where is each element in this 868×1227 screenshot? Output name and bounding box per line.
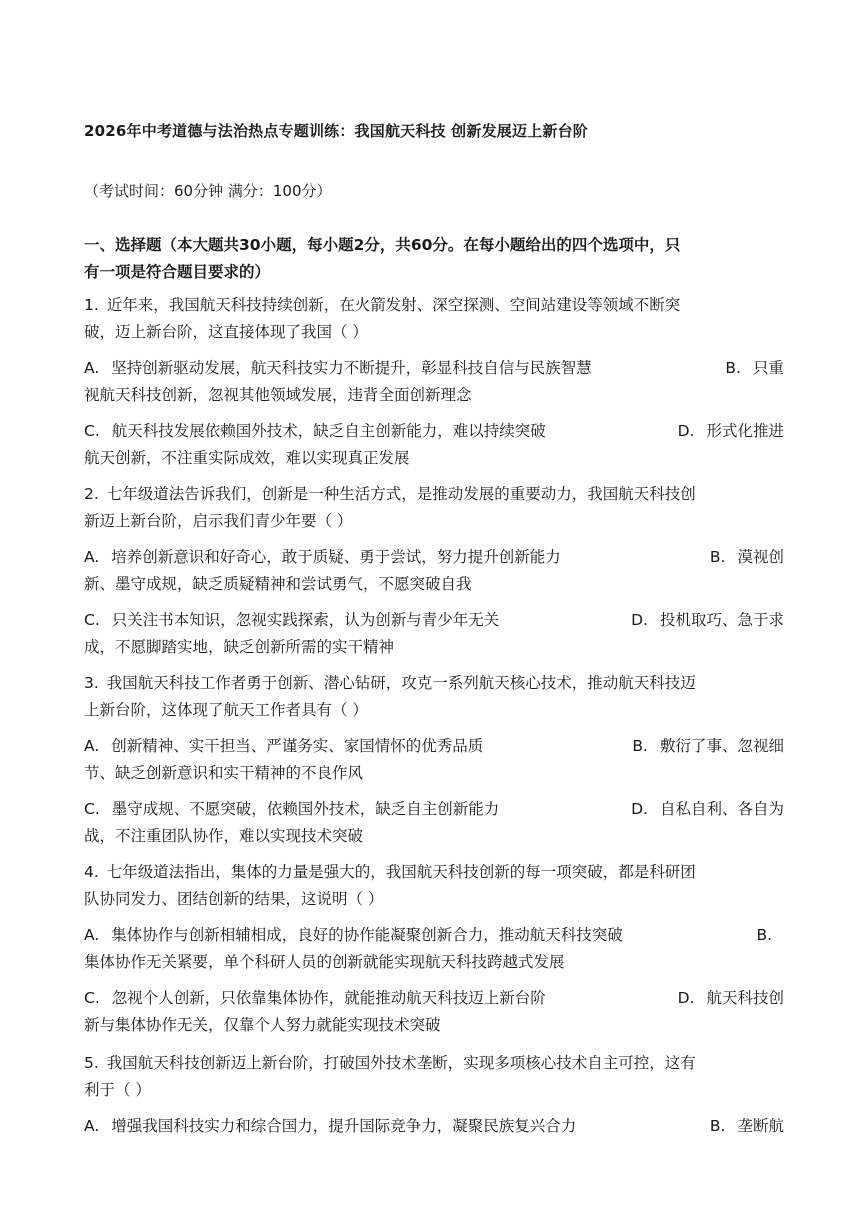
question-number: 5. (84, 1054, 99, 1072)
option-text: 培养创新意识和好奇心，敢于质疑、勇于尝试，努力提升创新能力 (111, 548, 561, 566)
option-text: 垄断航 (737, 1117, 784, 1135)
option-label: B. (725, 359, 741, 377)
option-text: 航天科技发展依赖国外技术，缺乏自主创新能力，难以持续突破 (111, 422, 546, 440)
option-text: 坚持创新驱动发展，航天科技实力不断提升，彰显科技自信与民族智慧 (111, 359, 592, 377)
option-row (84, 418, 784, 472)
option-label: D. (631, 800, 648, 818)
exam-info: （考试时间：60分钟 满分：100分） (84, 182, 332, 200)
option-text: 集体协作无关紧要，单个科研人员的创新就能实现航天科技跨越式发展 (84, 953, 565, 971)
question-stem (84, 859, 784, 913)
option-label: C. (84, 800, 100, 818)
option-label: B. (709, 548, 726, 566)
question-number: 1. (84, 296, 99, 314)
option-label: D. (631, 611, 648, 629)
option-label: A. (84, 359, 100, 377)
option-text: 航天创新，不注重实际成效，难以实现真正发展 (84, 449, 410, 467)
option-label: C. (84, 989, 100, 1007)
option-label: A. (84, 926, 100, 944)
section-heading (84, 232, 784, 286)
option-row (84, 796, 784, 850)
option-text: 形式化推进 (706, 422, 784, 440)
question-text: 七年级道法告诉我们，创新是一种生活方式，是推动发展的重要动力，我国航天科技创 (106, 485, 696, 503)
question-stem (84, 670, 784, 724)
option-label: B. (756, 926, 772, 944)
question-text: 队协同发力、团结创新的结果，这说明（ ） (84, 890, 384, 908)
option-label: A. (84, 737, 100, 755)
option-label: D. (677, 989, 695, 1007)
document-title: 2026年中考道德与法治热点专题训练：我国航天科技 创新发展迈上新台阶 (84, 122, 588, 140)
option-row (84, 607, 784, 661)
option-text: 集体协作与创新相辅相成，良好的协作能凝聚创新合力，推动航天科技突破 (111, 926, 623, 944)
option-row (84, 1113, 784, 1140)
option-label: B. (709, 1117, 726, 1135)
question-text: 我国航天科技工作者勇于创新、潜心钻研，攻克一系列航天核心技术，推动航天科技迈 (106, 674, 696, 692)
option-label: A. (84, 548, 100, 566)
option-text: 只关注书本知识，忽视实践探索，认为创新与青少年无关 (111, 611, 500, 629)
option-text: 视航天科技创新，忽视其他领域发展，违背全面创新理念 (84, 386, 472, 404)
option-row (84, 922, 784, 976)
question-text: 七年级道法指出，集体的力量是强大的，我国航天科技创新的每一项突破，都是科研团 (106, 863, 696, 881)
option-label: C. (84, 422, 100, 440)
option-text: 新、墨守成规，缺乏质疑精神和尝试勇气，不愿突破自我 (84, 575, 472, 593)
question-number: 2. (84, 485, 99, 503)
question-text: 新迈上新台阶，启示我们青少年要（ ） (84, 512, 353, 530)
option-text: 自私自利、各自为 (659, 800, 784, 818)
option-text: 敷衍了事、忽视细 (659, 737, 784, 755)
option-text: 战，不注重团队协作，难以实现技术突破 (84, 827, 364, 845)
question-text: 我国航天科技创新迈上新台阶，打破国外技术垄断，实现多项核心技术自主可控，这有 (106, 1054, 696, 1072)
option-label: A. (84, 1117, 100, 1135)
question-text: 上新台阶，这体现了航天工作者具有（ ） (84, 701, 368, 719)
option-text: 节、缺乏创新意识和实干精神的不良作风 (84, 764, 364, 782)
option-row (84, 355, 784, 409)
option-label: C. (84, 611, 100, 629)
question-text: 破，迈上新台阶，这直接体现了我国（ ） (84, 323, 368, 341)
option-row (84, 733, 784, 787)
option-text: 航天科技创 (706, 989, 784, 1007)
section-heading-line: 一、选择题（本大题共30小题，每小题2分，共60分。在每小题给出的四个选项中，只 (84, 236, 681, 254)
option-text: 墨守成规、不愿突破，依赖国外技术，缺乏自主创新能力 (111, 800, 500, 818)
option-text: 新与集体协作无关，仅靠个人努力就能实现技术突破 (84, 1016, 441, 1034)
option-label: B. (632, 737, 648, 755)
option-text: 创新精神、实干担当、严谨务实、家国情怀的优秀品质 (111, 737, 484, 755)
option-text: 投机取巧、急于求 (659, 611, 784, 629)
option-text: 漠视创 (737, 548, 784, 566)
option-label: D. (677, 422, 695, 440)
question-text: 近年来，我国航天科技持续创新，在火箭发射、深空探测、空间站建设等领域不断突 (106, 296, 681, 314)
question-number: 4. (84, 863, 99, 881)
question-text: 利于（ ） (84, 1081, 151, 1099)
option-text: 只重 (752, 359, 784, 377)
question-number: 3. (84, 674, 99, 692)
option-text: 成，不愿脚踏实地，缺乏创新所需的实干精神 (84, 638, 395, 656)
option-text: 增强我国科技实力和综合国力，提升国际竞争力，凝聚民族复兴合力 (111, 1117, 577, 1135)
question-stem (84, 1050, 784, 1104)
section-heading-line: 有一项是符合题目要求的） (84, 263, 271, 281)
option-text: 忽视个人创新，只依靠集体协作，就能推动航天科技迈上新台阶 (111, 989, 546, 1007)
question-stem (84, 481, 784, 535)
option-row (84, 544, 784, 598)
question-stem (84, 292, 784, 346)
option-row (84, 985, 784, 1039)
